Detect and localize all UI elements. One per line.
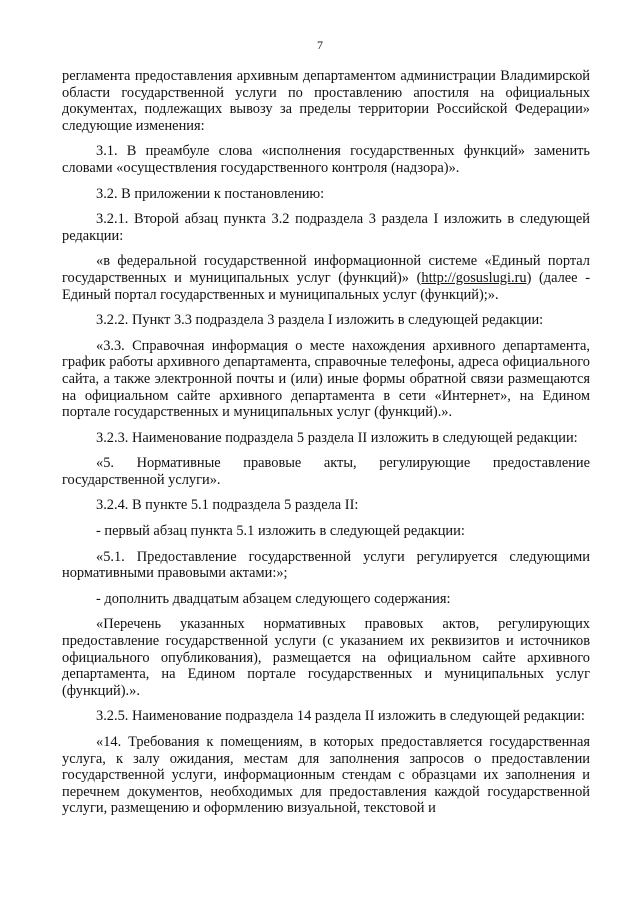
quote-portal-text-after: ) (далее - Единый портал государственных и муниципальных услуг (функций);». [62,269,590,303]
paragraph-intro-continuation: регламента предоставления архивным департаментом администрации Владимирской области государственной услуги по проставлению апостиля на официальных документах, подлежащих вывозу за пределы территории Российской Федерации» следующие изменения: [62,68,590,134]
paragraph-3-2-1: 3.2.1. Второй абзац пункта 3.2 подраздела 3 раздела I изложить в следующей редакции: [62,211,590,244]
paragraph-quote-portal [62,253,590,303]
paragraph-add-twentieth: - дополнить двадцатым абзацем следующего содержания: [96,590,451,607]
document-body [62,68,590,826]
paragraph-quote-5-1: «5.1. Предоставление государственной услуги регулируется следующими нормативными правовыми актами:»; [62,548,590,582]
paragraph-quote-3-3: «3.3. Справочная информация о месте нахождения архивного департамента, график работы архивного департамента, справочные телефоны, адреса официального сайта, а также электронной почты и (или) иные формы обратной связи размещаются на официальном сайте архивного департамента в сети «Интернет», на Едином портале государственных и муниципальных услуг (функций).». [62,337,590,421]
paragraph-first-abzac: - первый абзац пункта 5.1 изложить в следующей редакции: [96,523,465,540]
paragraph-3-2-4: 3.2.4. В пункте 5.1 подраздела 5 раздела II: [96,497,359,514]
paragraph-3-2-5: 3.2.5. Наименование подраздела 14 раздела II изложить в следующей редакции: [96,708,585,725]
gosuslugi-link[interactable]: http://gosuslugi.ru [421,269,527,286]
paragraph-quote-5: «5. Нормативные правовые акты, регулирующие предоставление государственной услуги». [62,455,590,488]
paragraph-quote-perechen: «Перечень указанных нормативных правовых актов, регулирующих предоставление государственной услуги (с указанием их реквизитов и источников официального опубликования), размещается на официальном сайте архивного департамента, на Едином портале государственных и муниципальных услуг (функций).». [62,616,590,699]
paragraph-3-2: 3.2. В приложении к постановлению: [96,185,325,202]
page-number: 7 [317,38,323,52]
paragraph-3-1: 3.1. В преамбуле слова «исполнения государственных функций» заменить словами «осуществления государственного контроля (надзора)». [62,143,590,176]
quote-portal-text-before: «в федеральной государственной информационной системе «Единый портал государственных и муниципальных услуг (функций)» ( [62,253,590,286]
paragraph-3-2-3: 3.2.3. Наименование подраздела 5 раздела II изложить в следующей редакции: [96,429,578,446]
paragraph-quote-14: «14. Требования к помещениям, в которых предоставляется государственная услуга, к залу ожидания, местам для заполнения запросов о предоставлении государственной услуги, информационным стендам с образцами их заполнения и перечнем документов, необходимых для предоставления каждой государственной услуги, размещению и оформлению визуальной, текстовой и [62,734,590,817]
paragraph-3-2-2: 3.2.2. Пункт 3.3 подраздела 3 раздела I изложить в следующей редакции: [96,312,544,329]
